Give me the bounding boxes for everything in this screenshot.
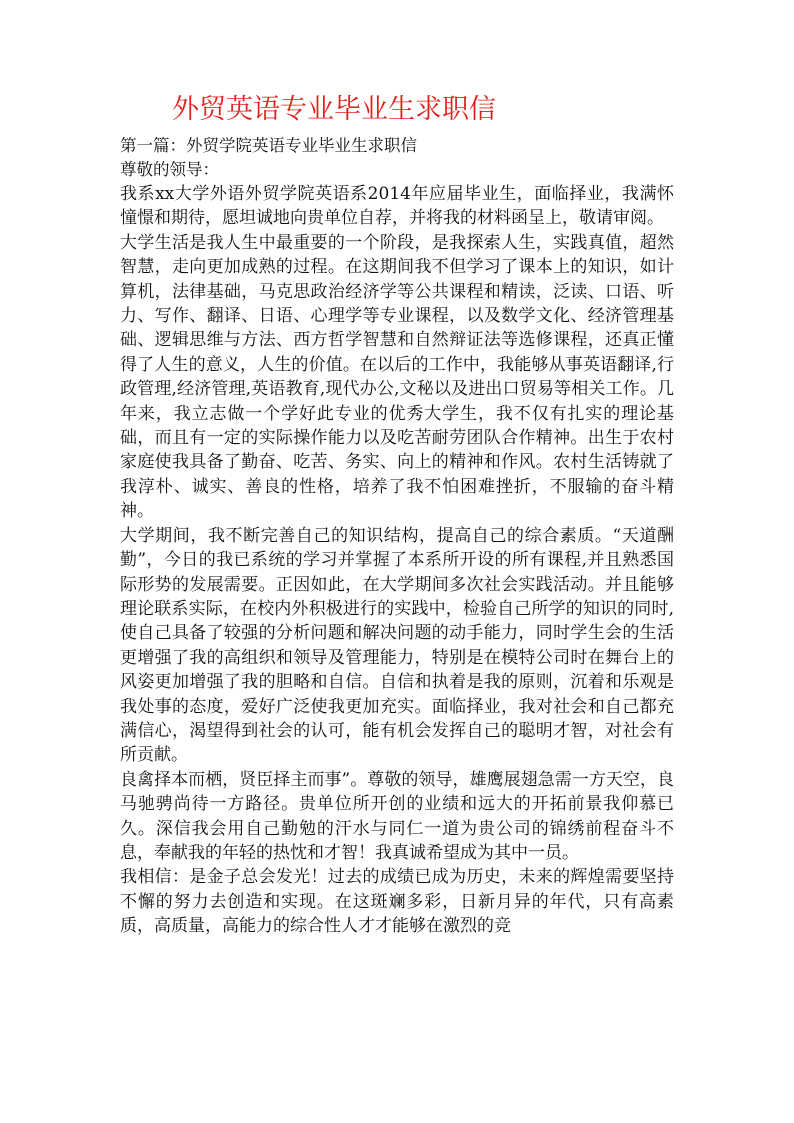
document-title: 外贸英语专业毕业生求职信 <box>172 94 496 125</box>
paragraph-self-improvement: 大学期间，我不断完善自己的知识结构，提高自己的综合素质。“天道酬勤”，今日的我已系统的学习并掌握了本系所开设的所有课程,并且熟悉国际形势的发展需要。正因如此，在大学期间多次社会实践活动。并且能够理论联系实际，在校内外积极进行的实践中，检验自己所学的知识的同时,使自己具备了较强的分析问题和解决问题的动手能力，同时学生会的生活更增强了我的高组织和领导及管理能力，特别是在模特公司时在舞台上的风姿更加增强了我的胆略和自信。自信和执着是我的原则，沉着和乐观是我处事的态度，爱好广泛使我更加充实。面临择业，我对社会和自己都充满信心，渴望得到社会的认可，能有机会发挥自己的聪明才智，对社会有所贡献。 <box>120 525 674 766</box>
paragraph-belief: 我相信：是金子总会发光！过去的成绩已成为历史，未来的辉煌需要坚持不懈的努力去创造和实现。在这斑斓多彩，日新月异的年代，只有高素质，高质量，高能力的综合性人才才能够在激烈的竞 <box>120 867 674 937</box>
paragraph-aspiration: 良禽择本而栖，贤臣择主而事”。尊敬的领导，雄鹰展翅急需一方天空，良马驰骋尚待一方路径。贵单位所开创的业绩和远大的开拓前景我仰慕已久。深信我会用自己勤勉的汗水与同仁一道为贵公司的锦绣前程奋斗不息，奉献我的年轻的热忱和才智！我真诚希望成为其中一员。 <box>120 769 674 863</box>
document-page <box>120 92 674 939</box>
document-subtitle: 第一篇：外贸学院英语专业毕业生求职信 <box>120 136 417 155</box>
salutation: 尊敬的领导： <box>120 160 219 179</box>
paragraph-intro: 我系xx大学外语外贸学院英语系2014年应届毕业生，面临择业，我满怀憧憬和期待，愿坦诚地向贵单位自荐，并将我的材料函呈上，敬请审阅。 <box>120 184 674 229</box>
paragraph-university-life: 大学生活是我人生中最重要的一个阶段，是我探索人生，实践真值，超然智慧，走向更加成熟的过程。在这期间我不但学习了课本上的知识，如计算机，法律基础，马克思政治经济学等公共课程和精读，泛读、口语、听力、写作、翻译、日语、心理学等专业课程，以及数学文化、经济管理基础、逻辑思维与方法、西方哲学智慧和自然辩证法等选修课程，还真正懂得了人生的意义，人生的价值。在以后的工作中，我能够从事英语翻译,行政管理,经济管理,英语教育,现代办公,文秘以及进出口贸易等相关工作。几年来，我立志做一个学好此专业的优秀大学生，我不仅有扎实的理论基础，而且有一定的实际操作能力以及吃苦耐劳团队合作精神。出生于农村家庭使我具备了勤奋、吃苦、务实、向上的精神和作风。农村生活铸就了我淳朴、诚实、善良的性格，培养了我不怕困难挫折，不服输的奋斗精神。 <box>120 232 674 522</box>
